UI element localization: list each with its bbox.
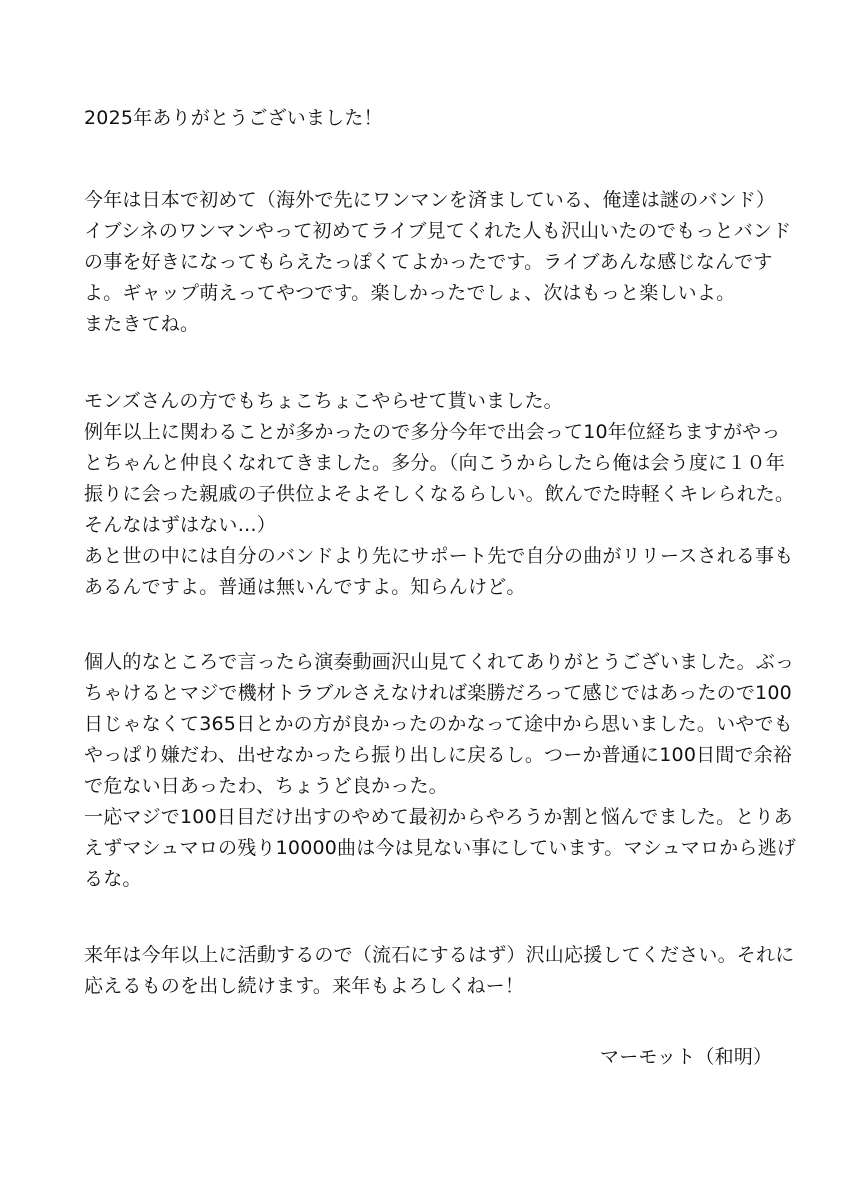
text-line: るな。 xyxy=(84,868,142,890)
text-line: あと世の中には自分のバンドより先にサポート先で自分の曲がリリースされる事も xyxy=(84,545,794,567)
text-line: 例年以上に関わることが多かったので多分今年で出会って10年位経ちますがやっ xyxy=(84,421,781,443)
text-line: イブシネのワンマンやって初めてライブ見てくれた人も沢山いたのでもっとバンド xyxy=(84,220,792,242)
text-line: やっぱり嫌だわ、出せなかったら振り出しに戻るし。つーか普通に100日間で余裕 xyxy=(84,744,793,766)
text-line: とちゃんと仲良くなれてきました。多分。（向こうからしたら俺は会う度に１０年 xyxy=(84,452,785,474)
text-line: 来年は今年以上に活動するので（流石にするはず）沢山応援してください。それに xyxy=(84,944,795,966)
text-line: 今年は日本で初めて（海外で先にワンマンを済ましている、俺達は謎のバンド） xyxy=(84,189,776,211)
signature: マーモット（和明） xyxy=(600,1046,773,1068)
text-line: そんなはずはない…） xyxy=(84,514,277,536)
text-line: よ。ギャップ萌えってやつです。楽しかったでしょ、次はもっと楽しいよ。 xyxy=(84,282,736,304)
text-line: 振りに会った親戚の子供位よそよそしくなるらしい。飲んでた時軽くキレられた。 xyxy=(84,483,795,505)
text-line: あるんですよ。普通は無いんですよ。知らんけど。 xyxy=(84,576,526,598)
text-line: 日じゃなくて365日とかの方が良かったのかなって途中から思いました。いやでも xyxy=(84,713,793,735)
text-line: で危ない日あったわ、ちょうど良かった。 xyxy=(84,775,448,797)
text-line: 個人的なところで言ったら演奏動画沢山見てくれてありがとうございました。ぶっ xyxy=(84,651,795,673)
text-line: またきてね。 xyxy=(84,313,200,335)
text-line: 一応マジで100日目だけ出すのやめて最初からやろうか割と悩んでました。とりあ xyxy=(84,806,793,828)
text-line: の事を好きになってもらえたっぽくてよかったです。ライブあんな感じなんです xyxy=(84,251,773,273)
text-line: ちゃけるとマジで機材トラブルさえなければ楽勝だろって感じではあったので100 xyxy=(84,682,792,704)
text-line: モンズさんの方でもちょこちょこやらせて貰いました。 xyxy=(84,390,563,412)
text-line: 応えるものを出し続けます。来年もよろしくねー！ xyxy=(84,975,525,997)
text-line: えずマシュマロの残り10000曲は今は見ない事にしています。マシュマロから逃げ xyxy=(84,837,796,859)
letter-heading: 2025年ありがとうございました！ xyxy=(84,107,383,129)
